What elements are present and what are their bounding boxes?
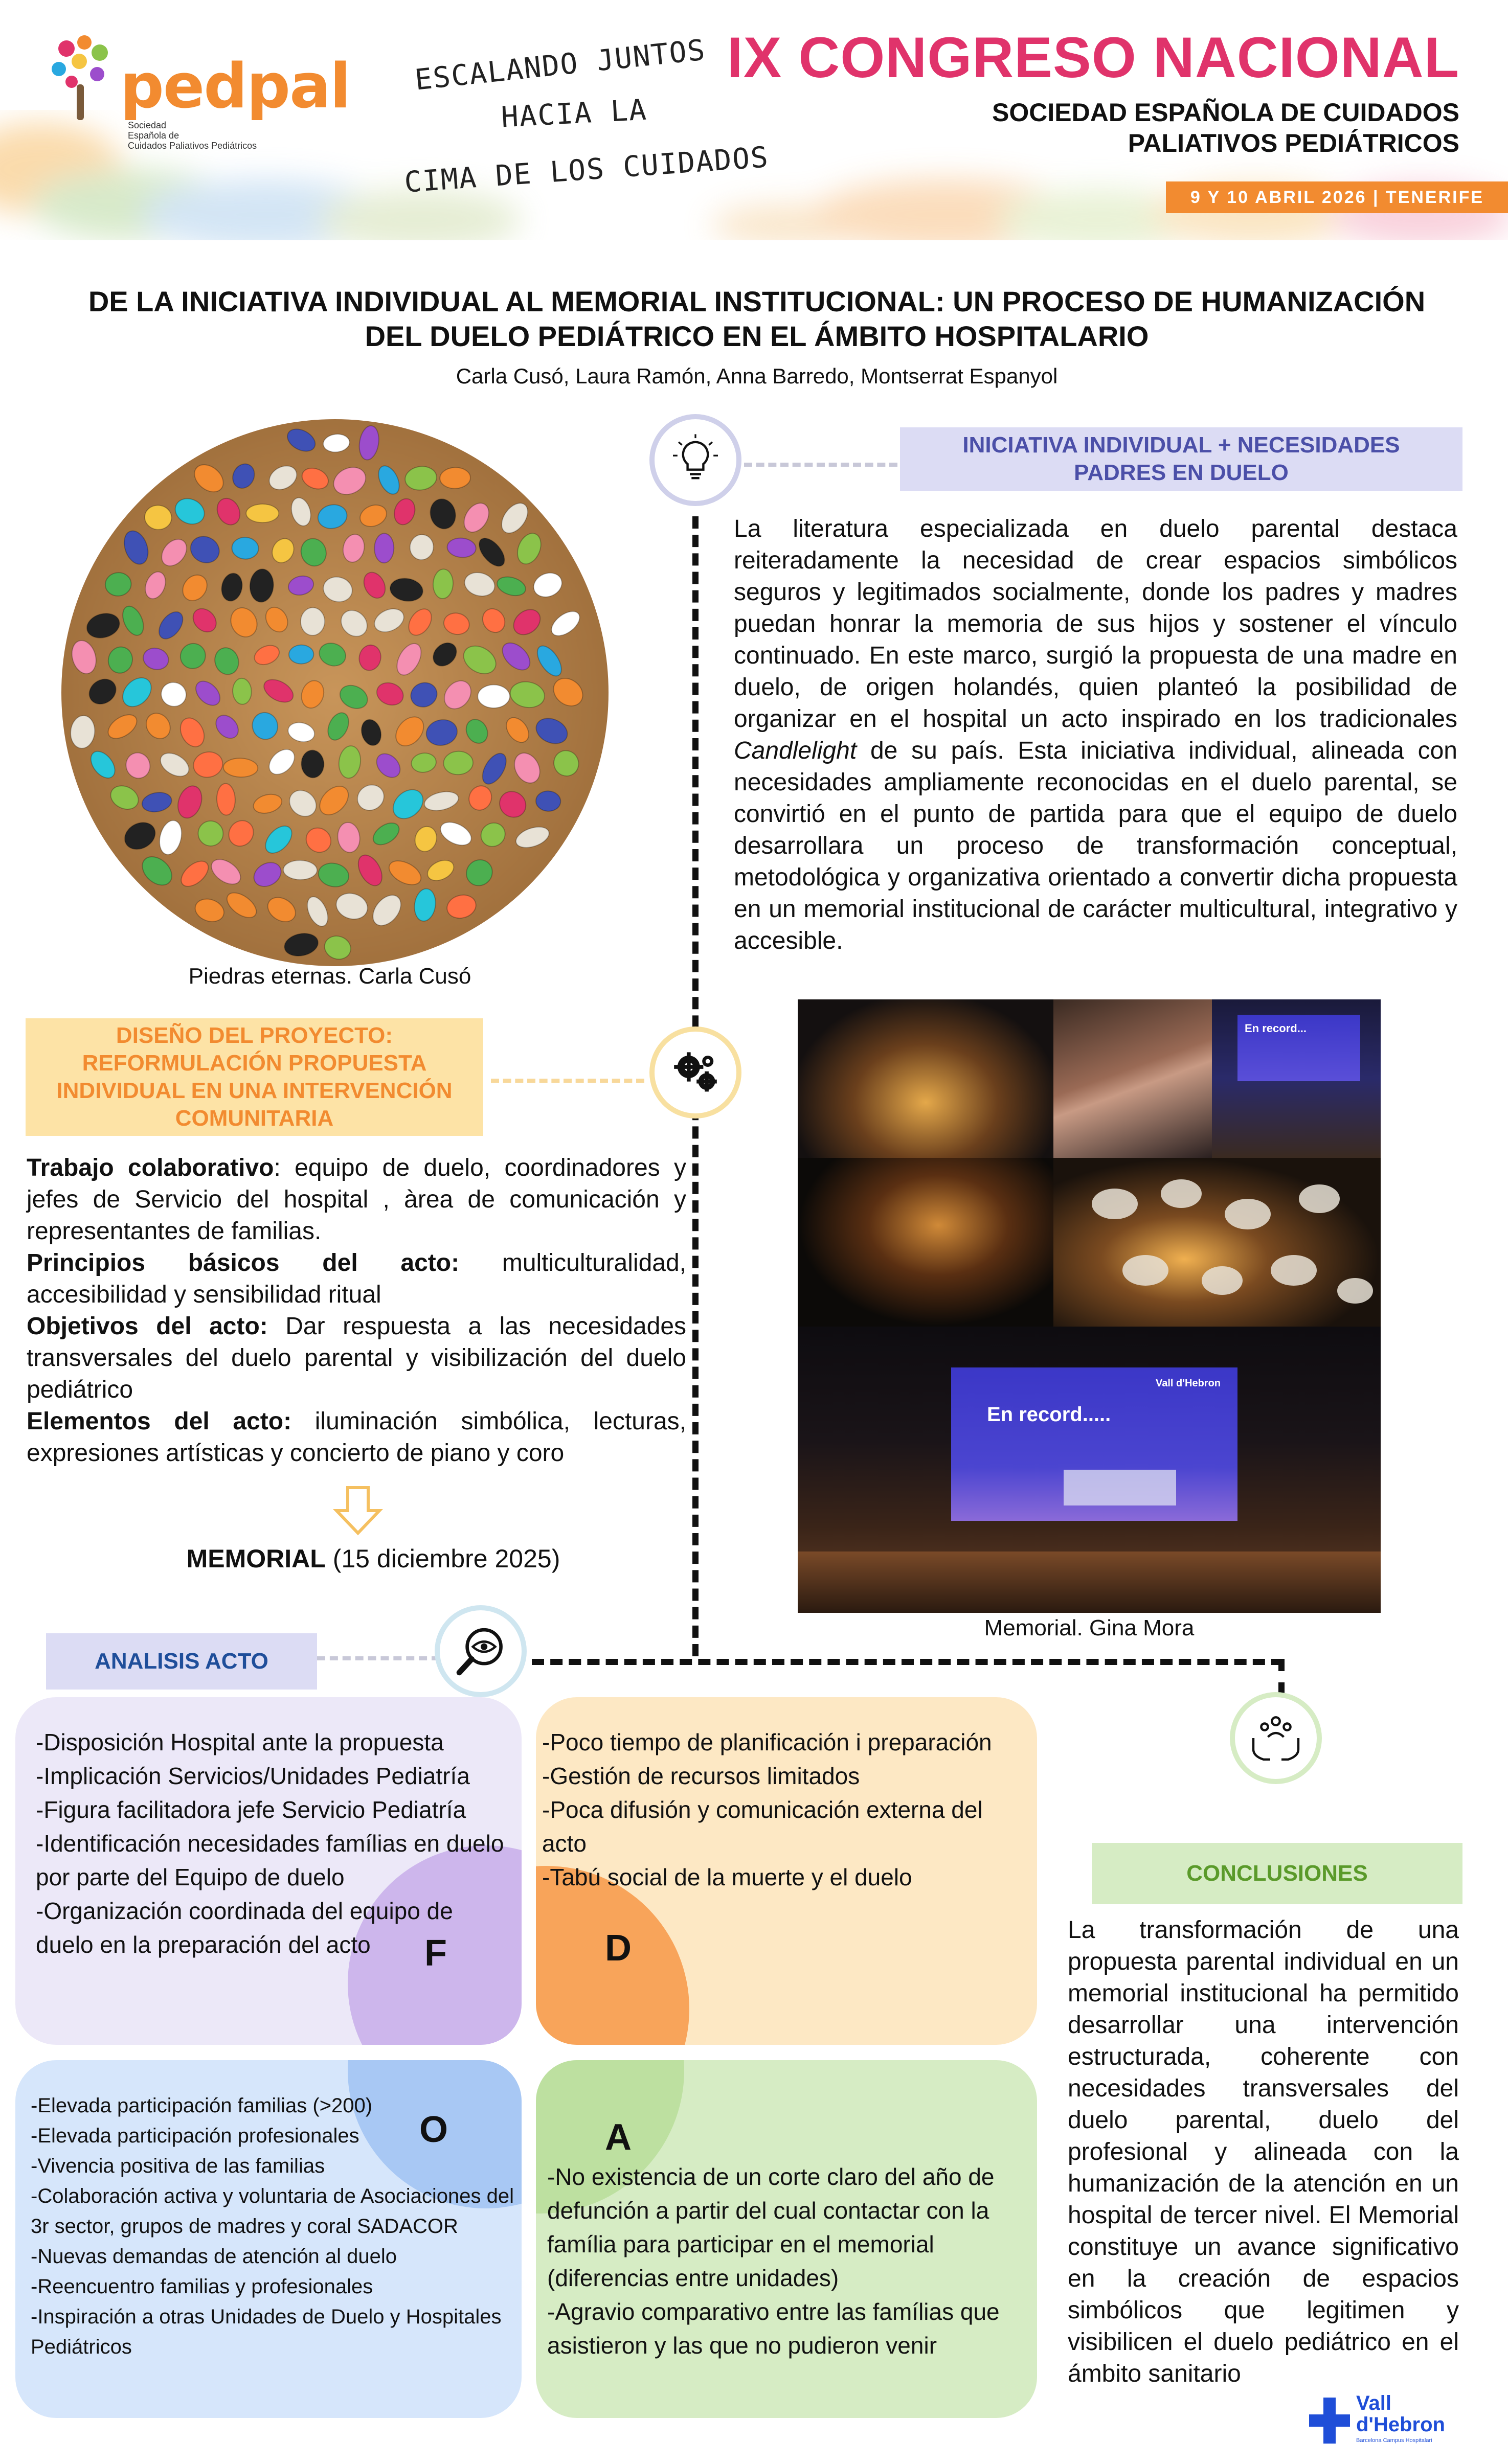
logo-subtitle: Sociedad Española de Cuidados Paliativos Pediátricos xyxy=(128,120,257,151)
poster-title: DE LA INICIATIVA INDIVIDUAL AL MEMORIAL INSTITUCIONAL: UN PROCESO DE HUMANIZACIÓN DEL DUELO PEDIÁTRICO EN EL ÁMBITO HOSPITALARIO xyxy=(88,285,1426,352)
photo-auditorium-small xyxy=(1212,999,1381,1158)
lightbulb-icon xyxy=(649,414,741,506)
memorial-photo-caption: Memorial. Gina Mora xyxy=(984,1615,1195,1640)
screen-hospital-name: Vall d'Hebron xyxy=(1156,1378,1221,1389)
iniciativa-text: La literatura especializada en duelo parental destaca reiteradamente la necesidad de crear espacios simbólicos seguros y legitimados socialmente, donde los padres y madres puedan honrar la memoria de sus hijos y sostener el vínculo continuado. En este marco, surgió la propuesta de una madre en duelo, de origen holandés, quien planteó la posibilidad de organizar en el hospital un acto inspirado en los tradicionales Candlelight de su país. Esta iniciativa individual, alineada con necesidades ampliamente reconocidas en el duelo parental, se convirtió en el punto de partida para que el equipo de duelo desarrollara un proceso de transformación conceptual, metodológica y organizativa orientado a convertir dicha propuesta en un memorial institucional de carácter multicultural, integrativo y accesible. xyxy=(734,515,1457,954)
dafo-amenazas xyxy=(536,2060,1037,2418)
photo-families-hugging xyxy=(1053,999,1212,1158)
timeline-horizontal-line xyxy=(532,1659,1284,1665)
painted-stones-photo xyxy=(61,419,609,966)
down-arrow-icon xyxy=(332,1485,384,1536)
stage-floor xyxy=(798,1552,1381,1613)
debilidades-list: -Poco tiempo de planificación i preparación -Gestión de recursos limitados -Poca difusión y comunicación externa del acto -Tabú social de la muerte y el duelo xyxy=(542,1729,992,1890)
amenazas-list: -No existencia de un corte claro del año de defunción a partir del cual contactar con la família para participar en el memorial (diferencias entre unidades) -Agravio comparativo entre las famílias que asistieron y las que no pudieron venir xyxy=(547,2163,1000,2359)
debilidades-letter: D xyxy=(605,1928,632,1969)
congress-title: IX CONGRESO NACIONAL xyxy=(727,26,1459,89)
conclusiones-text: La transformación de una propuesta parental individual en un memorial institucional ha permitido desarrollar una intervención estructurada, coherente con necesidades transversales del duelo parental, duelo del profesional y alineada con la humanización de la atención en un hospital de tercer nivel. El Memorial constituye un avance significativo en la creación de espacios simbólicos que legitimen y visibilicen el duelo pediátrico en el ámbito sanitario xyxy=(1068,1917,1459,2387)
conclusiones-heading: CONCLUSIONES xyxy=(1092,1843,1462,1904)
fortalezas-letter: F xyxy=(424,1933,447,1974)
stones-caption: Piedras eternas. Carla Cusó xyxy=(188,964,471,989)
screen-buildings xyxy=(1064,1470,1176,1505)
dafo-oportunidades xyxy=(15,2060,522,2418)
diseno-item-trabajo: Trabajo colaborativo: equipo de duelo, coordinadores y jefes de Servicio del hospital , àrea de comunicación y representantes de familias. xyxy=(27,1154,687,1245)
painted-stone xyxy=(478,685,510,708)
vall-hebron-cross-icon xyxy=(1309,2398,1350,2444)
screen-text-big: En record..... xyxy=(987,1403,1111,1426)
painted-stone xyxy=(374,533,394,563)
tree-logo-icon xyxy=(36,28,128,130)
dafo-debilidades xyxy=(536,1697,1037,2045)
memorial-photo-collage xyxy=(798,999,1381,1613)
memorial-label: MEMORIAL (15 diciembre 2025) xyxy=(186,1544,560,1573)
screen-small: En record... xyxy=(1237,1015,1360,1081)
painted-stone xyxy=(283,860,318,880)
photo-auditorium-stage xyxy=(798,1327,1381,1613)
painted-stone xyxy=(300,607,325,636)
painted-stone xyxy=(289,645,314,664)
iniciativa-heading: INICIATIVA INDIVIDUAL + NECESIDADES PADRES EN DUELO xyxy=(900,427,1462,491)
painted-stone xyxy=(440,467,471,489)
amenazas-letter: A xyxy=(605,2117,632,2158)
analisis-heading: ANALISIS ACTO xyxy=(46,1633,317,1690)
connector-analisis xyxy=(317,1656,440,1660)
dafo-fortalezas xyxy=(15,1697,522,2045)
timeline-down-to-conclusions xyxy=(1278,1659,1285,1695)
caring-hands-icon xyxy=(1230,1692,1322,1784)
magnifier-eye-icon xyxy=(435,1605,527,1697)
slogan-line-3: CIMA DE LOS CUIDADOS xyxy=(403,141,770,199)
authors: Carla Cusó, Laura Ramón, Anna Barredo, Montserrat Espanyol xyxy=(456,364,1058,388)
diseno-item-objetivos: Objetivos del acto: Dar respuesta a las necesidades transversales del duelo parental y visibilización del duelo pediátrico xyxy=(27,1313,687,1403)
slogan-line-1: ESCALANDO JUNTOS xyxy=(413,33,708,97)
diseno-heading: DISEÑO DEL PROYECTO: REFORMULACIÓN PROPUESTA INDIVIDUAL EN UNA INTERVENCIÓN COMUNITARIA xyxy=(26,1018,483,1136)
connector-diseno xyxy=(491,1079,644,1083)
vall-hebron-campus: Barcelona Campus Hospitalari xyxy=(1356,2437,1432,2444)
society-name: SOCIEDAD ESPAÑOLA DE CUIDADOS PALIATIVOS PEDIÁTRICOS xyxy=(992,98,1459,157)
stage-screen xyxy=(951,1367,1237,1521)
painted-stone xyxy=(246,504,279,522)
diseno-item-principios: Principios básicos del acto: multiculturalidad, accesibilidad y sensibilidad ritual xyxy=(27,1249,687,1308)
pedpal-logo xyxy=(36,28,350,151)
logo-wordmark: pedpal xyxy=(120,51,350,122)
date-place-banner: 9 Y 10 ABRIL 2026 | TENERIFE xyxy=(1166,181,1508,213)
photo-candles-hands xyxy=(798,1158,1053,1327)
oportunidades-list: -Elevada participación familias (>200) -Elevada participación profesionales -Vivencia positiva de las familias -Colaboración activa y voluntaria de Asociaciones del 3r sector, grupos de madres y coral SADACOR -Nuevas demandas de atención al duelo -Reencuentro familias y profesionales -Inspiración a otras Unidades de Duelo y Hospitales Pediátricos xyxy=(31,2094,514,2358)
connector-iniciativa xyxy=(744,463,897,467)
slogan-line-2: HACIA LA xyxy=(500,93,648,134)
photo-stones-candles xyxy=(1053,1158,1381,1327)
gears-icon xyxy=(649,1026,741,1119)
fortalezas-list: -Disposición Hospital ante la propuesta -Implicación Servicios/Unidades Pediatría -Figura facilitadora jefe Servicio Pediatría -Identificación necesidades famílias en duelo por parte del Equipo de duelo -Organización coordinada del equipo de duelo en la preparación del acto xyxy=(36,1729,504,1958)
vall-hebron-name: Vall d'Hebron xyxy=(1356,2392,1445,2436)
diseno-list xyxy=(27,1152,686,1469)
diseno-item-elementos: Elementos del acto: iluminación simbólica, lecturas, expresiones artísticas y concierto de piano y coro xyxy=(27,1408,686,1467)
vall-hebron-logo xyxy=(1309,2392,1462,2449)
photo-candles-tray xyxy=(798,999,1053,1158)
oportunidades-letter: O xyxy=(419,2109,448,2150)
